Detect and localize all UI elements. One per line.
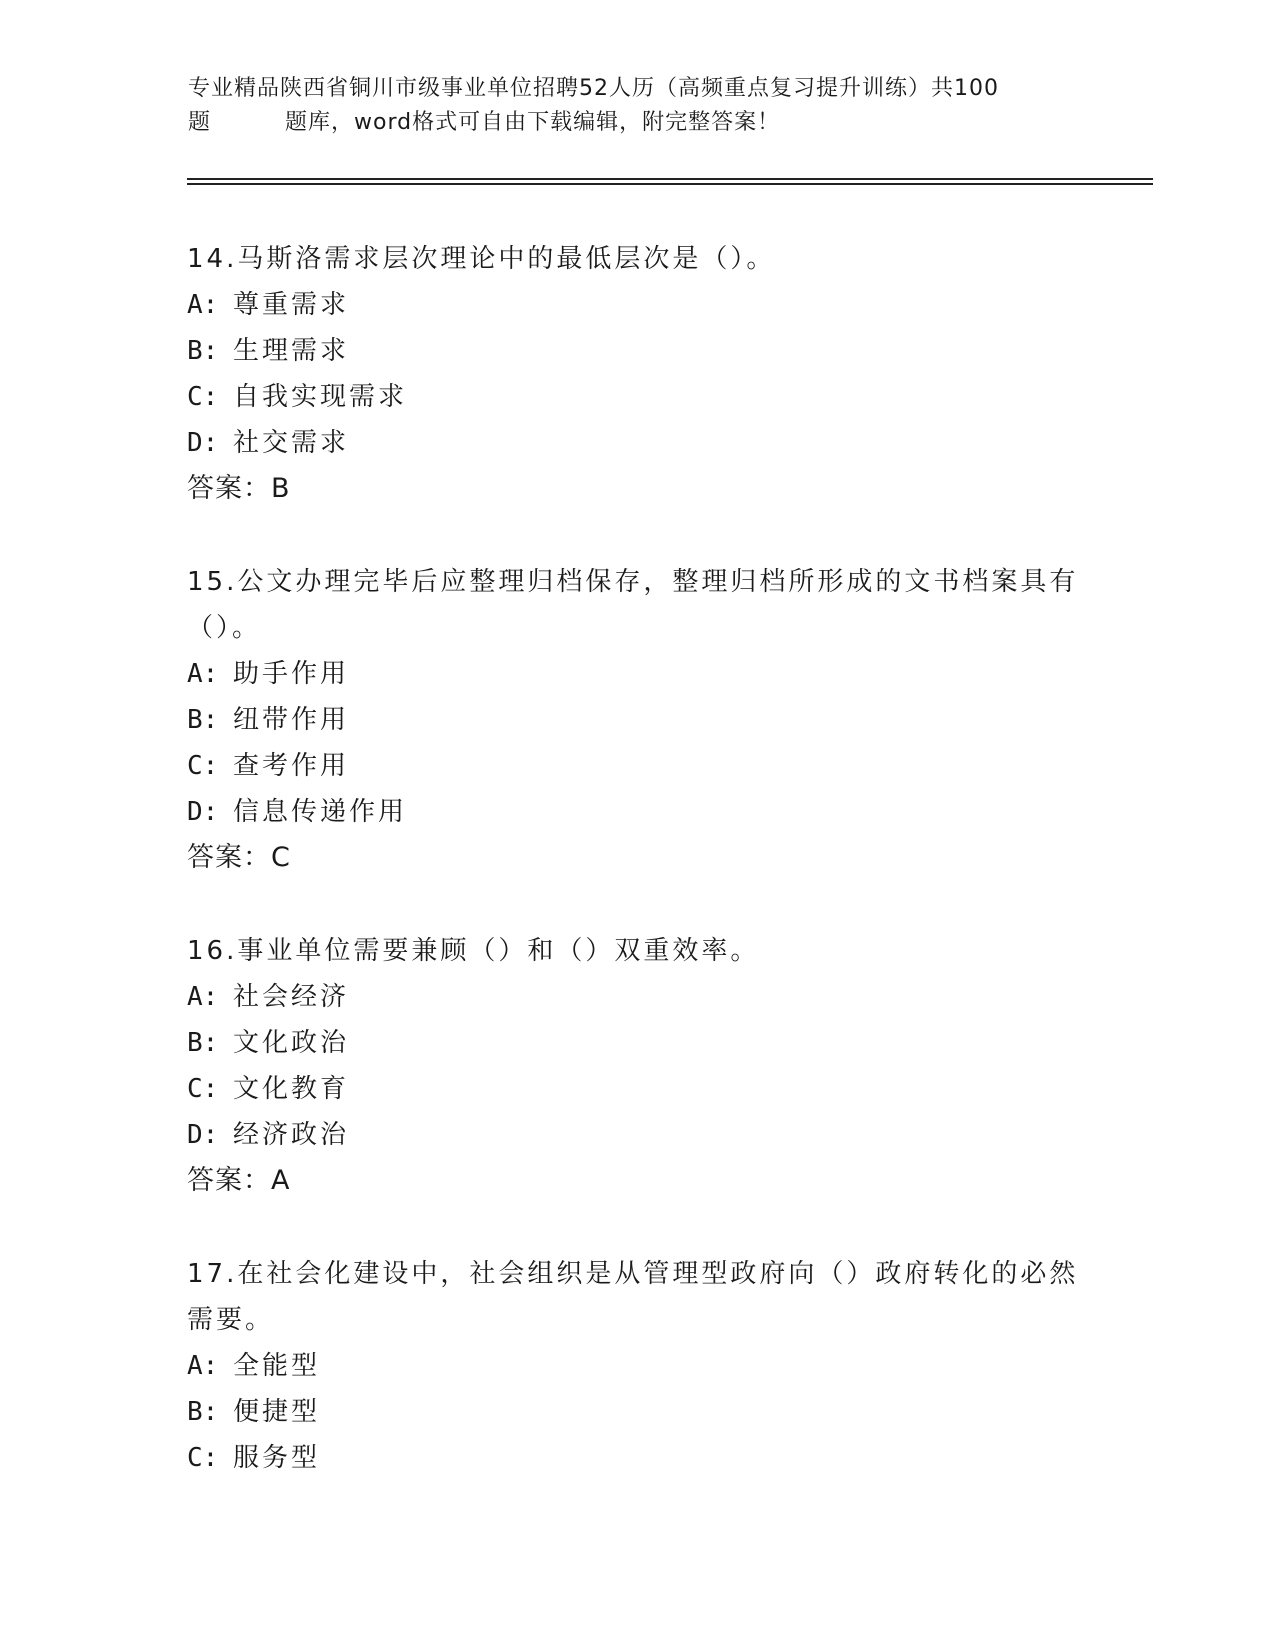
header-divider-bottom bbox=[187, 183, 1153, 185]
option-a bbox=[187, 282, 1087, 328]
option-text: 查考作用 bbox=[233, 751, 350, 781]
option-label: C: bbox=[187, 751, 219, 781]
option-label: B: bbox=[187, 336, 219, 366]
question-stem bbox=[187, 1251, 1087, 1343]
header-line-2-left: 题 bbox=[188, 110, 212, 135]
option-c bbox=[187, 1066, 1087, 1112]
option-text: 纽带作用 bbox=[233, 705, 350, 735]
header-line-2-right: 题库，word格式可自由下载编辑，附完整答案！ bbox=[285, 110, 781, 135]
option-label: C: bbox=[187, 1443, 219, 1473]
header-line-1: 专业精品陕西省铜川市级事业单位招聘52人历（高频重点复习提升训练）共100 bbox=[188, 76, 999, 101]
option-d bbox=[187, 1112, 1087, 1158]
option-text: 社交需求 bbox=[233, 428, 350, 458]
option-a bbox=[187, 1343, 1087, 1389]
answer: 答案：B bbox=[187, 473, 291, 504]
option-d bbox=[187, 420, 1087, 466]
option-b bbox=[187, 697, 1087, 743]
option-label: D: bbox=[187, 797, 219, 827]
question-stem-line-2: （）。 bbox=[187, 613, 262, 643]
option-text: 自我实现需求 bbox=[233, 382, 408, 412]
option-text: 文化政治 bbox=[233, 1028, 350, 1058]
option-b bbox=[187, 1020, 1087, 1066]
option-b bbox=[187, 328, 1087, 374]
option-label: D: bbox=[187, 1120, 219, 1150]
option-d bbox=[187, 789, 1087, 835]
option-b bbox=[187, 1389, 1087, 1435]
question-17 bbox=[187, 1251, 1087, 1481]
option-text: 尊重需求 bbox=[233, 290, 350, 320]
answer: 答案：C bbox=[187, 842, 291, 873]
option-text: 社会经济 bbox=[233, 982, 350, 1012]
question-16 bbox=[187, 928, 1087, 1204]
option-label: A: bbox=[187, 659, 219, 689]
option-c bbox=[187, 1435, 1087, 1481]
option-c bbox=[187, 743, 1087, 789]
question-stem-line-1: 17.在社会化建设中，社会组织是从管理型政府向（）政府转化的必然 bbox=[187, 1259, 1079, 1289]
option-label: B: bbox=[187, 705, 219, 735]
option-a bbox=[187, 974, 1087, 1020]
option-text: 便捷型 bbox=[233, 1397, 321, 1427]
question-stem: 16.事业单位需要兼顾（）和（）双重效率。 bbox=[187, 936, 760, 966]
option-label: C: bbox=[187, 1074, 219, 1104]
header-line-2 bbox=[188, 106, 1068, 140]
question-stem-line-2: 需要。 bbox=[187, 1305, 275, 1335]
question-stem bbox=[187, 559, 1087, 651]
option-text: 助手作用 bbox=[233, 659, 350, 689]
option-label: B: bbox=[187, 1028, 219, 1058]
document-header bbox=[188, 72, 1068, 140]
question-stem-line-1: 15.公文办理完毕后应整理归档保存，整理归档所形成的文书档案具有 bbox=[187, 567, 1079, 597]
option-label: A: bbox=[187, 290, 219, 320]
option-text: 生理需求 bbox=[233, 336, 350, 366]
option-text: 服务型 bbox=[233, 1443, 321, 1473]
option-label: A: bbox=[187, 1351, 219, 1381]
option-text: 信息传递作用 bbox=[233, 797, 408, 827]
question-list bbox=[187, 236, 1087, 1528]
question-stem: 14.马斯洛需求层次理论中的最低层次是（）。 bbox=[187, 244, 776, 274]
question-14 bbox=[187, 236, 1087, 512]
header-divider-top bbox=[187, 178, 1153, 180]
option-text: 全能型 bbox=[233, 1351, 321, 1381]
option-text: 文化教育 bbox=[233, 1074, 350, 1104]
option-a bbox=[187, 651, 1087, 697]
answer: 答案：A bbox=[187, 1165, 291, 1196]
option-label: C: bbox=[187, 382, 219, 412]
option-label: D: bbox=[187, 428, 219, 458]
option-text: 经济政治 bbox=[233, 1120, 350, 1150]
option-c bbox=[187, 374, 1087, 420]
option-label: A: bbox=[187, 982, 219, 1012]
question-15 bbox=[187, 559, 1087, 881]
option-label: B: bbox=[187, 1397, 219, 1427]
